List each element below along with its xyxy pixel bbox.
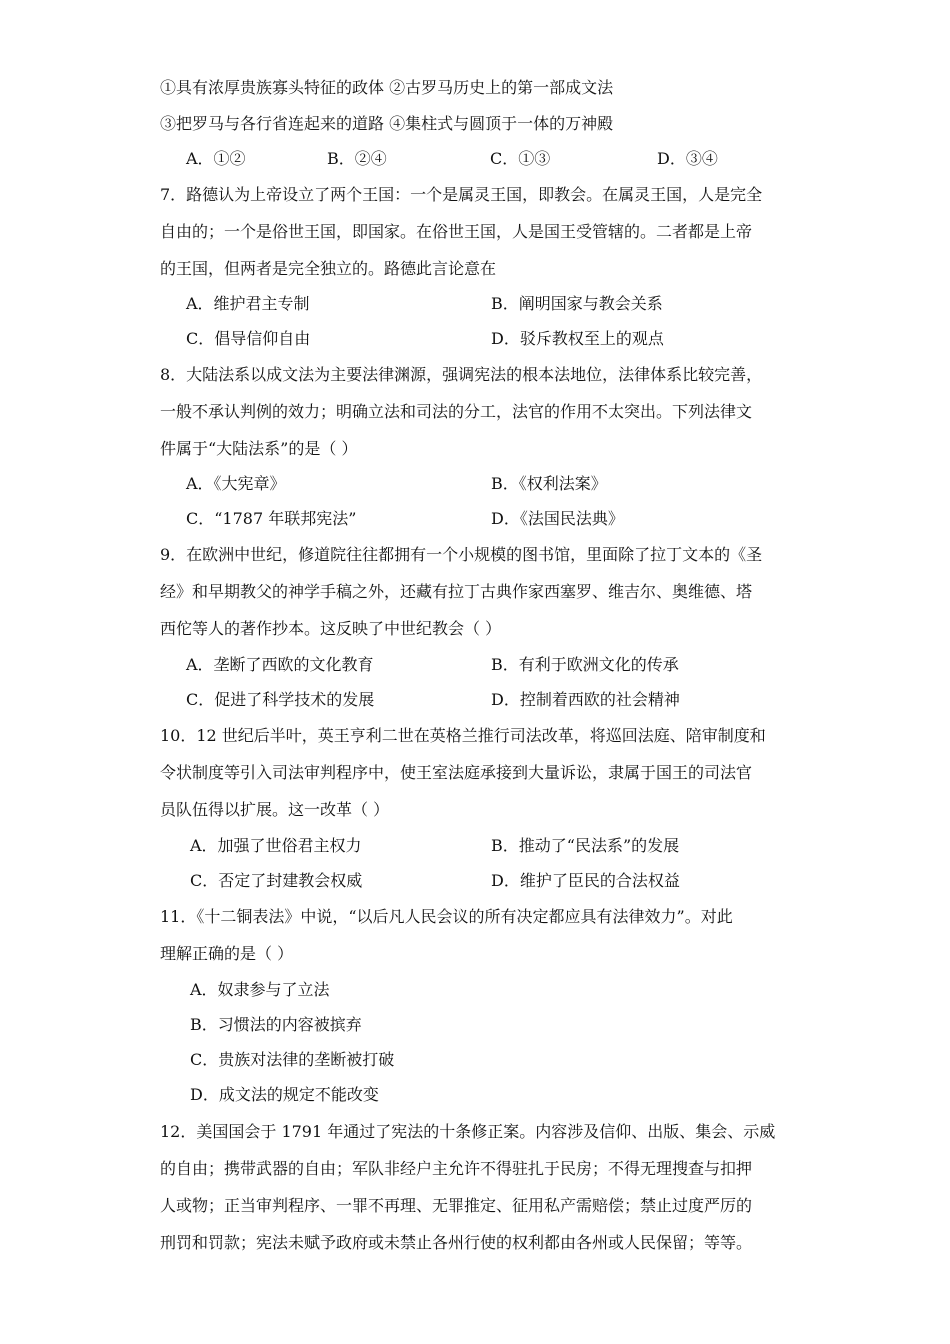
q7-option-b[interactable]: B．阐明国家与教会关系 — [491, 294, 663, 313]
q12-stem-line-3: 人或物；正当审判程序、一罪不再理、无罪推定、征用私产需赔偿；禁止过度严厉的 — [160, 1196, 753, 1215]
q8-option-d[interactable]: D．《法国民法典》 — [491, 509, 624, 528]
q10-option-a[interactable]: A．加强了世俗君主权力 — [190, 836, 362, 855]
q9-stem-line-2: 经》和早期教父的神学手稿之外，还藏有拉丁古典作家西塞罗、维吉尔、奥维德、塔 — [160, 582, 753, 601]
q8-option-a[interactable]: A．《大宪章》 — [186, 474, 286, 493]
q8-option-b[interactable]: B．《权利法案》 — [491, 474, 607, 493]
q10-option-d[interactable]: D．维护了臣民的合法权益 — [491, 871, 680, 890]
q9-option-a[interactable]: A．垄断了西欧的文化教育 — [186, 655, 374, 674]
q8-stem-line-3: 件属于“大陆法系”的是（ ） — [160, 439, 358, 458]
q6-option-b[interactable]: B．②④ — [327, 149, 387, 168]
q11-option-b[interactable]: B．习惯法的内容被摈弃 — [190, 1015, 362, 1034]
q9-stem-line-3: 西佗等人的著作抄本。这反映了中世纪教会（ ） — [160, 619, 502, 638]
q9-option-d[interactable]: D．控制着西欧的社会精神 — [491, 690, 680, 709]
q8-option-c[interactable]: C．“1787 年联邦宪法” — [186, 509, 357, 528]
q6-stem-line-2: ③把罗马与各行省连起来的道路 ④集柱式与圆顶于一体的万神殿 — [160, 114, 614, 133]
q7-option-a[interactable]: A．维护君主专制 — [186, 294, 310, 313]
q7-stem-line-1: 7．路德认为上帝设立了两个王国：一个是属灵王国，即教会。在属灵王国，人是完全 — [160, 185, 763, 204]
q7-stem-line-2: 自由的；一个是俗世王国，即国家。在俗世王国，人是国王受管辖的。二者都是上帝 — [160, 222, 753, 241]
q7-stem-line-3: 的王国，但两者是完全独立的。路德此言论意在 — [160, 259, 497, 278]
q8-stem-line-2: 一般不承认判例的效力；明确立法和司法的分工，法官的作用不太突出。下列法律文 — [160, 402, 753, 421]
q11-stem-line-2: 理解正确的是（ ） — [160, 944, 294, 963]
q11-option-c[interactable]: C．贵族对法律的垄断被打破 — [190, 1050, 395, 1069]
q6-option-d[interactable]: D．③④ — [657, 149, 718, 168]
q9-stem-line-1: 9．在欧洲中世纪，修道院往往都拥有一个小规模的图书馆，里面除了拉丁文本的《圣 — [160, 545, 763, 564]
q12-stem-line-1: 12．美国国会于 1791 年通过了宪法的十条修正案。内容涉及信仰、出版、集会、示威 — [160, 1122, 776, 1141]
q11-option-a[interactable]: A．奴隶参与了立法 — [190, 980, 330, 999]
q10-option-b[interactable]: B．推动了“民法系”的发展 — [491, 836, 680, 855]
q9-option-c[interactable]: C．促进了科学技术的发展 — [186, 690, 375, 709]
q9-option-b[interactable]: B．有利于欧洲文化的传承 — [491, 655, 679, 674]
q10-option-c[interactable]: C．否定了封建教会权威 — [190, 871, 363, 890]
q11-stem-line-1: 11．《十二铜表法》中说，“以后凡人民会议的所有决定都应具有法律效力”。对此 — [160, 907, 733, 926]
q7-option-d[interactable]: D．驳斥教权至上的观点 — [491, 329, 664, 348]
q8-stem-line-1: 8．大陆法系以成文法为主要法律渊源，强调宪法的根本法地位，法律体系比较完善， — [160, 365, 763, 384]
q11-option-d[interactable]: D．成文法的规定不能改变 — [190, 1085, 379, 1104]
q10-stem-line-2: 令状制度等引入司法审判程序中，使王室法庭承接到大量诉讼，隶属于国王的司法官 — [160, 763, 753, 782]
q6-option-a[interactable]: A．①② — [186, 149, 246, 168]
q6-option-c[interactable]: C．①③ — [490, 149, 551, 168]
q10-stem-line-1: 10．12 世纪后半叶，英王亨利二世在英格兰推行司法改革，将巡回法庭、陪审制度和 — [160, 726, 766, 745]
q7-option-c[interactable]: C．倡导信仰自由 — [186, 329, 311, 348]
q12-stem-line-4: 刑罚和罚款；宪法未赋予政府或未禁止各州行使的权利都由各州或人民保留；等等。 — [160, 1233, 753, 1252]
q6-stem-line-1: ①具有浓厚贵族寡头特征的政体 ②古罗马历史上的第一部成文法 — [160, 78, 614, 97]
q12-stem-line-2: 的自由；携带武器的自由；军队非经户主允许不得驻扎于民房；不得无理搜查与扣押 — [160, 1159, 753, 1178]
q10-stem-line-3: 员队伍得以扩展。这一改革（ ） — [160, 800, 390, 819]
